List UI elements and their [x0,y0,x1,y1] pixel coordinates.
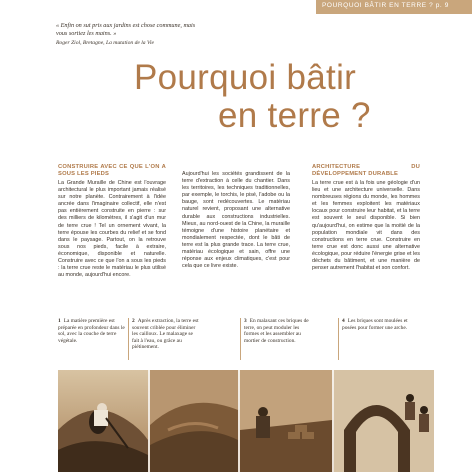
caption-divider [240,318,241,360]
caption-divider [338,318,339,360]
caption-number: 4 [342,318,345,324]
column-body-1: La Grande Muraille de Chine est l'ouvrage architectural le plus important jamais réalisé sur notre planète. Contrairement à l'idée ancrée dans l'imaginaire collectif, elle n'est pas entièrement construite en pierre : sur des milliers de kilomètres, il s'agit d'un mur de terre crue ! Tel un ornement vivant, la terre épouse les courbes du relief et se fond dans le paysage. Partout, on la retrouve sous nos pieds, facile à extraire, économique, disponible et naturelle. Construire avec ce que l'on a sous les pieds : la terre crue reste le matériau le plus utilisé au monde, aujourd'hui encore. [58,180,166,279]
photo-4 [334,370,434,472]
text-column-1 [58,164,166,279]
caption-number: 2 [132,318,135,324]
photo-strip [58,370,434,472]
photo-3 [240,370,332,472]
caption-text: En malaxant ces briques de terre, on peut moduler les formes et les assembler au mortier de construction. [244,318,309,344]
caption-number: 1 [58,318,61,324]
section-heading-2: ARCHITECTURE DU DÉVELOPPEMENT DURABLE [312,164,420,177]
caption-divider [128,318,129,360]
epigraph-source: Roger Ziol, Bretagne, La mutation de la Vie [56,40,155,46]
running-header: POURQUOI BÂTIR EN TERRE ? p. 9 [322,2,449,9]
page-title-line-1: Pourquoi bâtir [134,58,357,97]
caption-text: Les briques sont moulées et posées pour former une arche. [342,318,408,331]
photo-caption-1 [58,318,126,344]
text-column-2 [182,171,290,270]
caption-text: Après extraction, la terre est souvent criblée pour éliminer les cailloux. Le malaxage se fait à l'eau, ou grâce au piétinement. [132,318,199,351]
column-body-3: La terre crue est à la fois une géologie d'un lieu et une architecture universelle. Dans nombreuses régions du monde, les hommes et les femmes exploitent les matériaux locaux pour construire leur habitat, et la terre est souvent le seul disponible. Si bien qu'aujourd'hui, on estime que la moitié de la population mondiale vit dans des constructions en terre crue. Construire en terre crue est donc aussi une alternative écologique, pour réduire l'énergie grise et les déchets du bâtiment, et une manière de penser autrement l'habitat et son confort. [312,180,420,272]
photo-caption-4 [342,318,410,331]
text-column-3 [312,164,420,272]
page-title-line-2: en terre ? [218,96,371,135]
section-heading-1: CONSTRUIRE AVEC CE QUE L'ON A SOUS LES PIEDS [58,164,166,177]
epigraph-quote: « Enfin on sut pris aux jardins est chose commune, mais vous sortiez les mains. » [56,22,196,37]
column-body-2: Aujourd'hui les sociétés grandissent de la terre d'extraction à celle du chantier. Dans les territoires, les techniques traditionnelles, par exemple, le torchis, le pisé, l'adobe ou la bauge, sont redécouvertes. Le matériau naturel revient, proposant une alternative durable aux constructions industrielles. Mieux, au nord-ouest de la Chine, la muraille témoigne d'une histoire planétaire et mondialement respectée, dont le bâti de terre est la plus grande trace. La terre crue, matériau écologique et sain, offre une réponse aux enjeux climatiques, c'est pour cela que ce livre existe. [182,171,290,270]
photo-caption-2 [132,318,200,351]
caption-text: La matière première est préparée en profondeur dans le sol, avec la couche de terre végétale. [58,318,125,344]
photo-2 [150,370,238,472]
photo-strip-image [58,370,434,472]
caption-number: 3 [244,318,247,324]
photo-caption-3 [244,318,312,344]
